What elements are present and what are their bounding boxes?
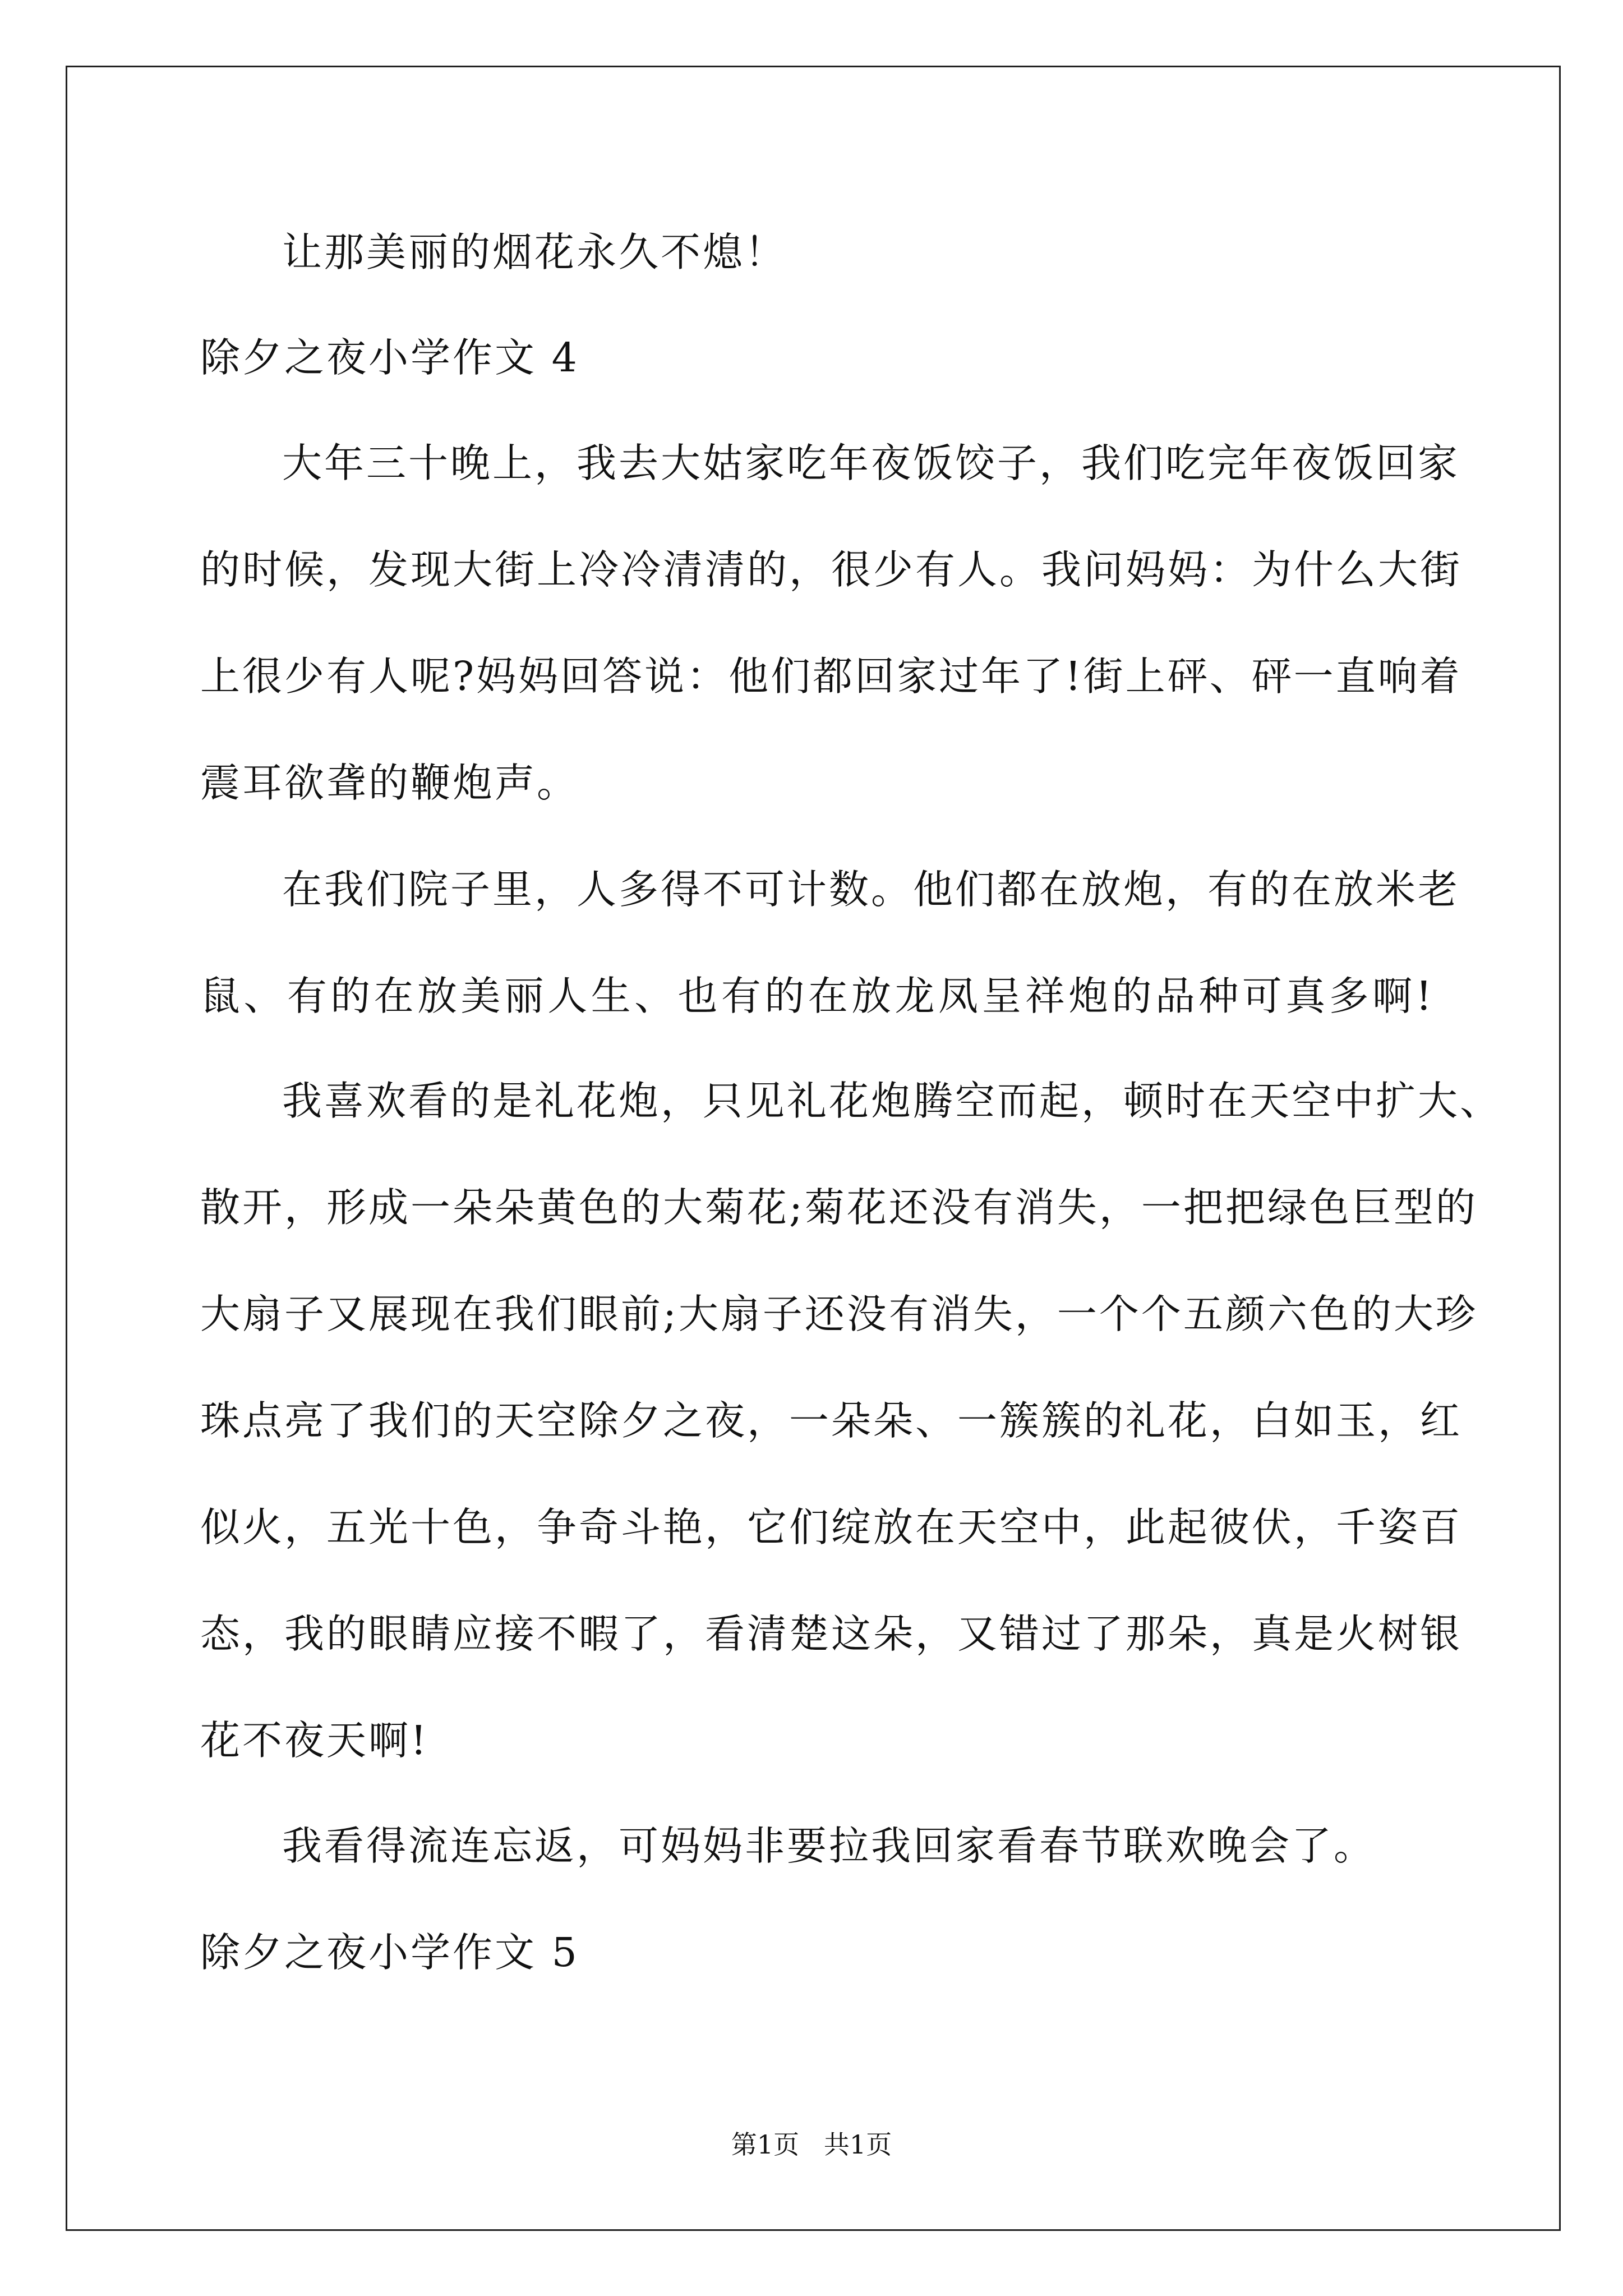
paragraph-line: 鼠、有的在放美丽人生、也有的在放龙凤呈祥炮的品种可真多啊! xyxy=(200,973,1434,1019)
section-heading: 除夕之夜小学作文 4 xyxy=(200,334,579,381)
paragraph-line: 上很少有人呢?妈妈回答说：他们都回家过年了!街上砰、砰一直响着 xyxy=(200,653,1462,700)
page-footer: 第1页 共1页 xyxy=(731,2129,892,2160)
page-frame xyxy=(66,66,1561,2231)
paragraph-line: 震耳欲聋的鞭炮声。 xyxy=(200,760,579,806)
paragraph-line: 我看得流连忘返，可妈妈非要拉我回家看春节联欢晚会了。 xyxy=(282,1823,1376,1869)
paragraph-line: 大年三十晚上，我去大姑家吃年夜饭饺子，我们吃完年夜饭回家 xyxy=(282,440,1460,486)
paragraph-line: 大扇子又展现在我们眼前;大扇子还没有消失，一个个五颜六色的大珍 xyxy=(200,1291,1478,1337)
paragraph-line: 让那美丽的烟花永久不熄！ xyxy=(282,229,787,275)
paragraph-line: 在我们院子里，人多得不可计数。他们都在放炮，有的在放米老 xyxy=(282,866,1460,913)
paragraph-line: 的时候，发现大街上冷冷清清的，很少有人。我问妈妈：为什么大街 xyxy=(200,546,1463,593)
paragraph-line: 我喜欢看的是礼花炮，只见礼花炮腾空而起，顿时在天空中扩大、 xyxy=(282,1078,1502,1124)
paragraph-line: 似火，五光十色，争奇斗艳，它们绽放在天空中，此起彼伏，千姿百 xyxy=(200,1504,1463,1550)
paragraph-line: 珠点亮了我们的天空除夕之夜，一朵朵、一簇簇的礼花，白如玉，红 xyxy=(200,1397,1463,1444)
paragraph-line: 散开，形成一朵朵黄色的大菊花;菊花还没有消失，一把把绿色巨型的 xyxy=(200,1184,1478,1231)
section-heading: 除夕之夜小学作文 5 xyxy=(200,1929,579,1976)
paragraph-line: 花不夜天啊! xyxy=(200,1717,429,1764)
paragraph-line: 态，我的眼睛应接不暇了，看清楚这朵，又错过了那朵，真是火树银 xyxy=(200,1611,1463,1657)
